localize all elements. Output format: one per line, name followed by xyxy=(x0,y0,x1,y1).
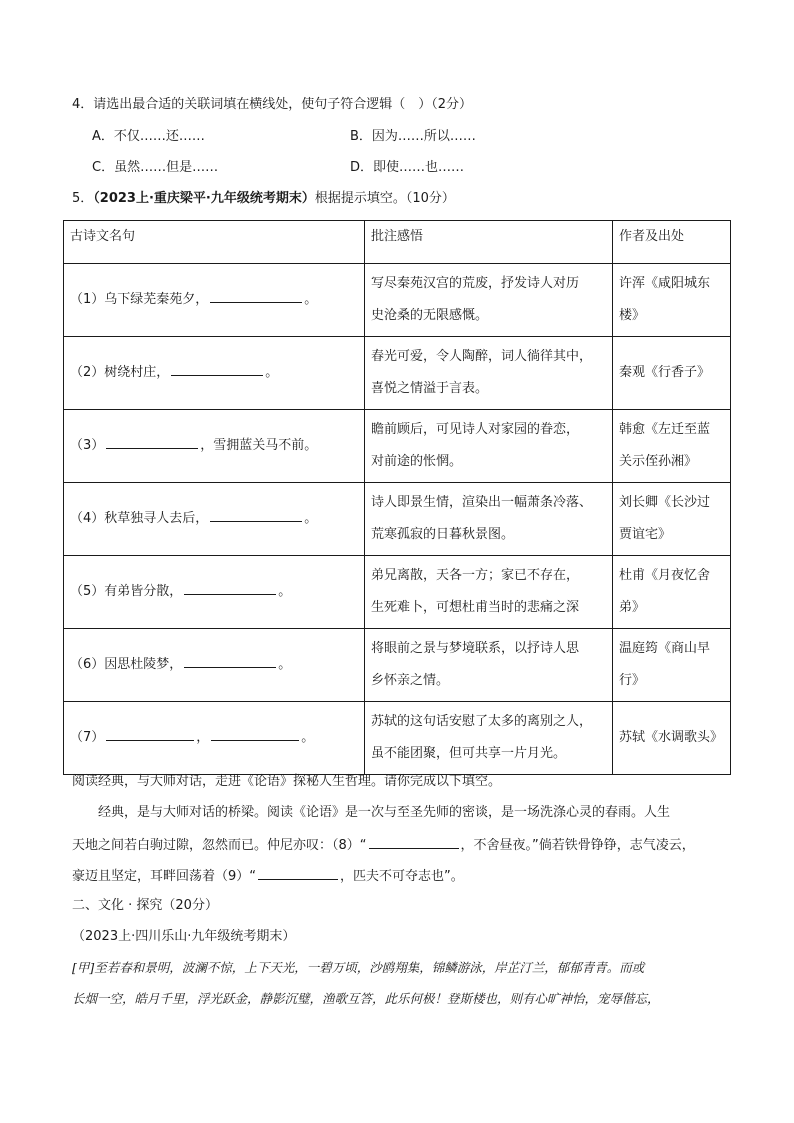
verse-prefix: （7） xyxy=(70,730,105,745)
annotation-line: 生死难卜，可想杜甫当时的悲痛之深 xyxy=(371,600,580,615)
verse-cell xyxy=(64,702,365,775)
answer-blank[interactable] xyxy=(184,580,276,595)
annotation-line: 将眼前之景与梦境联系，以抒诗人思 xyxy=(371,641,580,656)
source-line: 温庭筠《商山早 xyxy=(619,641,711,656)
annotation-line: 诗人即景生情，渲染出一幅萧条冷落、 xyxy=(371,495,593,510)
table-row xyxy=(64,556,731,629)
source-line: 刘长卿《长沙过 xyxy=(619,495,711,510)
source-cell xyxy=(613,629,731,702)
header-author-source: 作者及出处 xyxy=(613,221,731,264)
source-cell xyxy=(613,702,731,775)
source-cell xyxy=(613,483,731,556)
source-line: 韩愈《左迁至蓝 xyxy=(619,422,711,437)
verse-cell xyxy=(64,264,365,337)
source-cell xyxy=(613,337,731,410)
annotation-cell xyxy=(365,629,613,702)
table-row xyxy=(64,629,731,702)
classical-text-line-1: [甲]至若春和景明，波澜不惊，上下天光，一碧万顷，沙鸥翔集，锦鳞游泳，岸芷汀兰，郁郁青青。而或 xyxy=(72,960,645,975)
annotation-line: 荒寒孤寂的日暮秋景图。 xyxy=(371,527,515,542)
table-row xyxy=(64,702,731,775)
verse-suffix: ，雪拥蓝关马不前。 xyxy=(200,438,318,453)
verse-suffix: 。 xyxy=(278,584,292,599)
annotation-line: 瞻前顾后，可见诗人对家园的眷恋， xyxy=(371,422,580,437)
passage-text: 豪迈且坚定，耳畔回荡着（9）“ xyxy=(72,869,257,884)
verse-prefix: （2）树绕村庄， xyxy=(70,365,170,380)
verse-cell xyxy=(64,410,365,483)
source-line: 行》 xyxy=(619,673,646,688)
q4-option-a[interactable]: A．不仅……还…… xyxy=(92,129,205,144)
source-line: 许浑《咸阳城东 xyxy=(619,276,711,291)
source-line: 楼》 xyxy=(619,308,646,323)
source-line: 贾谊宅》 xyxy=(619,527,672,542)
reading-intro: 阅读经典，与大师对话，走进《论语》探秘人生哲理。请你完成以下填空。 xyxy=(72,774,502,789)
source-cell xyxy=(613,556,731,629)
verse-prefix: （1）乌下绿芜秦苑夕， xyxy=(70,292,209,307)
q5-source: （2023上·重庆梁平·九年级统考期末） xyxy=(93,191,315,206)
source-line: 苏轼《水调歌头》 xyxy=(619,730,724,745)
answer-blank[interactable] xyxy=(211,726,299,741)
verse-suffix: 。 xyxy=(304,292,318,307)
answer-blank[interactable] xyxy=(210,288,302,303)
header-verse: 古诗文名句 xyxy=(64,221,365,264)
answer-blank-9[interactable] xyxy=(258,865,338,880)
passage-text: ，匹夫不可夺志也”。 xyxy=(340,869,464,884)
answer-blank[interactable] xyxy=(210,507,302,522)
verse-cell xyxy=(64,629,365,702)
verse-suffix: 。 xyxy=(304,511,318,526)
header-annotation: 批注感悟 xyxy=(365,221,613,264)
verse-prefix: （3） xyxy=(70,438,105,453)
passage-text: 天地之间若白驹过隙，忽然而已。仲尼亦叹：（8）“ xyxy=(72,838,367,853)
passage-line-1: 经典，是与大师对话的桥梁。阅读《论语》是一次与至圣先师的密谈，是一场洗涤心灵的春雨。人生 xyxy=(98,805,671,820)
annotation-line: 春光可爱，令人陶醉，词人徜徉其中， xyxy=(371,349,593,364)
annotation-cell xyxy=(365,556,613,629)
source-line: 杜甫《月夜忆舍 xyxy=(619,568,711,583)
source-line: 弟》 xyxy=(619,600,646,615)
answer-blank-8[interactable] xyxy=(369,834,459,849)
annotation-cell xyxy=(365,702,613,775)
answer-blank[interactable] xyxy=(171,361,263,376)
annotation-line: 乡怀亲之情。 xyxy=(371,673,450,688)
table-row xyxy=(64,483,731,556)
q5-instruction: 根据提示填空。（10分） xyxy=(314,191,455,206)
annotation-cell xyxy=(365,483,613,556)
annotation-line: 史沧桑的无限感慨。 xyxy=(371,308,489,323)
table-row xyxy=(64,264,731,337)
source-line: 秦观《行香子》 xyxy=(619,365,711,380)
classical-text-line-2: 长烟一空，皓月千里，浮光跃金，静影沉璧，渔歌互答，此乐何极！登斯楼也，则有心旷神怡，宠辱偕忘， xyxy=(72,991,660,1006)
passage-line-2 xyxy=(72,834,695,856)
q4-option-d[interactable]: D．即使……也…… xyxy=(350,160,465,175)
source-cell xyxy=(613,264,731,337)
q5-stem xyxy=(72,189,455,209)
annotation-line: 虽不能团聚，但可共享一片月光。 xyxy=(371,746,567,761)
verse-suffix: 。 xyxy=(301,730,315,745)
annotation-line: 喜悦之情溢于言表。 xyxy=(371,381,489,396)
annotation-line: 苏轼的这句话安慰了太多的离别之人， xyxy=(371,714,593,729)
q5-number: 5． xyxy=(72,191,94,206)
section-2-title: 二、文化 · 探究（20分） xyxy=(72,898,218,913)
table-row xyxy=(64,410,731,483)
poem-table xyxy=(63,220,731,775)
section-2-source: （2023上·四川乐山·九年级统考期末） xyxy=(72,929,296,944)
annotation-line: 弟兄离散，天各一方；家已不存在， xyxy=(371,568,580,583)
passage-line-3 xyxy=(72,865,464,887)
annotation-cell xyxy=(365,337,613,410)
table-row xyxy=(64,337,731,410)
answer-blank[interactable] xyxy=(106,434,198,449)
annotation-line: 写尽秦苑汉宫的荒废，抒发诗人对历 xyxy=(371,276,580,291)
annotation-cell xyxy=(365,410,613,483)
answer-blank[interactable] xyxy=(106,726,194,741)
table-header-row xyxy=(64,221,731,264)
q4-stem: 4．请选出最合适的关联词填在横线处，使句子符合逻辑（ ）（2分） xyxy=(72,97,473,112)
answer-blank[interactable] xyxy=(184,653,276,668)
annotation-line: 对前途的怅惘。 xyxy=(371,454,463,469)
source-line: 关示侄孙湘》 xyxy=(619,454,698,469)
passage-text: ，不舍昼夜。”倘若铁骨铮铮，志气凌云， xyxy=(460,838,695,853)
verse-prefix: （4）秋草独寻人去后， xyxy=(70,511,209,526)
verse-cell xyxy=(64,337,365,410)
verse-prefix: （6）因思杜陵梦， xyxy=(70,657,183,672)
verse-cell xyxy=(64,483,365,556)
source-cell xyxy=(613,410,731,483)
verse-suffix: 。 xyxy=(265,365,279,380)
q4-option-b[interactable]: B．因为……所以…… xyxy=(350,129,476,144)
verse-cell xyxy=(64,556,365,629)
verse-prefix: （5）有弟皆分散， xyxy=(70,584,183,599)
verse-suffix: 。 xyxy=(278,657,292,672)
annotation-cell xyxy=(365,264,613,337)
verse-middle: ， xyxy=(196,730,210,745)
q4-option-c[interactable]: C．虽然……但是…… xyxy=(92,160,219,175)
